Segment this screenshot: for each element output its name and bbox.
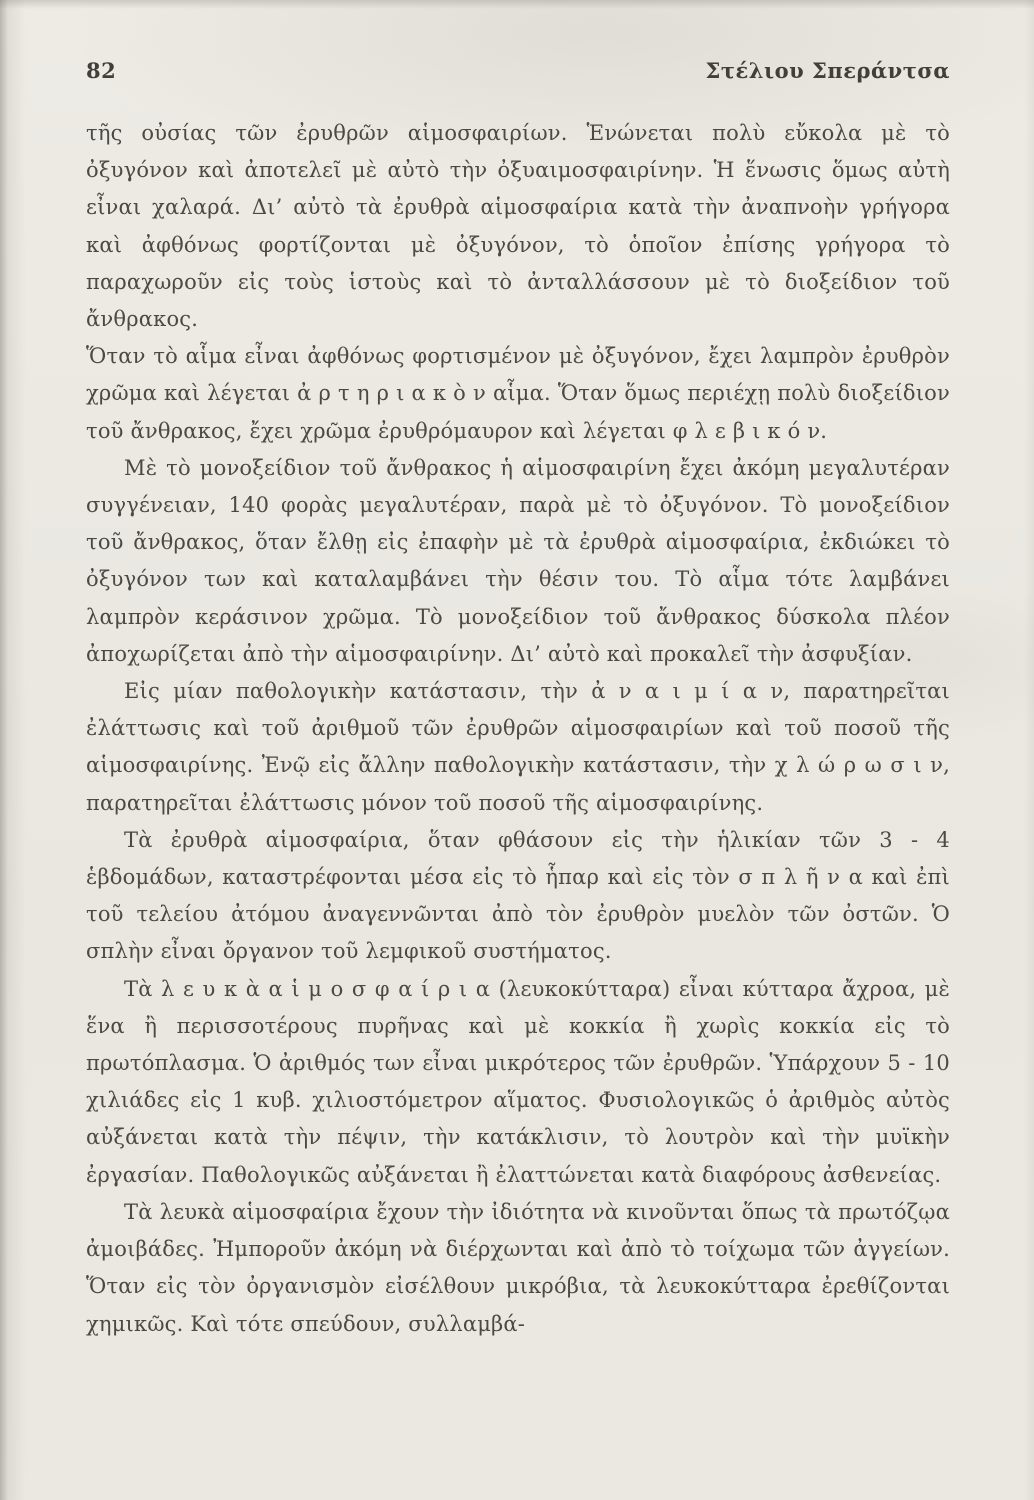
paragraph: Τὰ λευκὰ αἱμοσφαίρια ἔχουν τὴν ἰδιότητα νὰ κινοῦνται ὅπως τὰ πρωτόζῳα ἀμοιβάδες. Ἠμποροῦν ἀκόμη νὰ διέρχωνται καὶ ἀπὸ τὸ τοίχωμα τῶν ἀγγείων. Ὅταν εἰς τὸν ὀργανισμὸν εἰσέλθουν μικρόβια, τὰ λευκοκύτταρα ἐρεθίζονται χημικῶς. Καὶ τότε σπεύδουν, συλλαμβά- xyxy=(86,1199,950,1336)
running-title: Στέλιου Σπεράντσα xyxy=(705,58,950,83)
paragraph: Τὰ λ ε υ κ ὰ α ἱ μ ο σ φ α ί ρ ι α (λευκοκύτταρα) εἶναι κύτταρα ἄχροα, μὲ ἕνα ἢ περισσοτέρους πυρῆνας καὶ μὲ κοκκία ἢ χωρὶς κοκκία εἰς τὸ πρωτόπλασμα. Ὁ ἀριθμός των εἶναι μικρότερος τῶν ἐρυθρῶν. Ὑπάρχουν 5 - 10 χιλιάδες εἰς 1 κυβ. χιλιοστόμετρον αἵματος. Φυσιολογικῶς ὁ ἀριθμὸς αὐτὸς αὐξάνεται κατὰ τὴν πέψιν, τὴν κατάκλισιν, τὸ λουτρὸν καὶ τὴν μυϊκὴν ἐργασίαν. Παθολογικῶς αὐξάνεται ἢ ἐλαττώνεται κατὰ διαφόρους ἀσθενείας. xyxy=(86,976,950,1187)
paragraph: Ὅταν τὸ αἷμα εἶναι ἀφθόνως φορτισμένον μὲ ὀξυγόνον, ἔχει λαμπρὸν ἐρυθρὸν χρῶμα καὶ λέγεται ἀ ρ τ η ρ ι α κ ὸ ν αἷμα. Ὅταν ὅμως περιέχῃ πολὺ διοξείδιον τοῦ ἄνθρακος, ἔχει χρῶμα ἐρυθρόμαυρον καὶ λέγεται φ λ ε β ι κ ό ν. xyxy=(86,344,950,443)
paragraph: Εἰς μίαν παθολογικὴν κατάστασιν, τὴν ἀ ν α ι μ ί α ν, παρατηρεῖται ἐλάττωσις καὶ τοῦ ἀριθμοῦ τῶν ἐρυθρῶν αἱμοσφαιρίων καὶ τοῦ ποσοῦ τῆς αἱμοσφαιρίνης. Ἐνῷ εἰς ἄλλην παθολογικὴν κατάστασιν, τὴν χ λ ώ ρ ω σ ι ν, παρατηρεῖται ἐλάττωσις μόνον τοῦ ποσοῦ τῆς αἱμοσφαιρίνης. xyxy=(86,679,950,815)
paragraph: τῆς οὐσίας τῶν ἐρυθρῶν αἱμοσφαιρίων. Ἑνώνεται πολὺ εὔκολα μὲ τὸ ὀξυγόνον καὶ ἀποτελεῖ μὲ αὐτὸ τὴν ὀξυαιμοσφαιρίνην. Ἡ ἕνωσις ὅμως αὐτὴ εἶναι χαλαρά. Δι’ αὐτὸ τὰ ἐρυθρὰ αἱμοσφαίρια κατὰ τὴν ἀναπνοὴν γρήγορα καὶ ἀφθόνως φορτίζονται μὲ ὀξυγόνον, τὸ ὁποῖον ἐπίσης γρήγορα τὸ παραχωροῦν εἰς τοὺς ἱστοὺς καὶ τὸ ἀνταλλάσσουν μὲ τὸ διοξείδιον τοῦ ἄνθρακος. xyxy=(86,121,950,332)
paragraph: Τὰ ἐρυθρὰ αἱμοσφαίρια, ὅταν φθάσουν εἰς τὴν ἡλικίαν τῶν 3 - 4 ἑβδομάδων, καταστρέφονται μέσα εἰς τὸ ἧπαρ καὶ εἰς τὸν σ π λ ῆ ν α καὶ ἐπὶ τοῦ τελείου ἀτόμου ἀναγεννῶνται ἀπὸ τὸν ἐρυθρὸν μυελὸν τῶν ὀστῶν. Ὁ σπλὴν εἶναι ὄργανον τοῦ λεμφικοῦ συστήματος. xyxy=(86,827,950,964)
page-number: 82 xyxy=(86,58,117,83)
paragraph: Μὲ τὸ μονοξείδιον τοῦ ἄνθρακος ἡ αἱμοσφαιρίνη ἔχει ἀκόμη μεγαλυτέραν συγγένειαν, 140 φορὰς μεγαλυτέραν, παρὰ μὲ τὸ ὀξυγόνον. Τὸ μονοξείδιον τοῦ ἄνθρακος, ὅταν ἔλθῃ εἰς ἐπαφὴν μὲ τὰ ἐρυθρὰ αἱμοσφαίρια, ἐκδιώκει τὸ ὀξυγόνον των καὶ καταλαμβάνει τὴν θέσιν του. Τὸ αἷμα τότε λαμβάνει λαμπρὸν κεράσινον χρῶμα. Τὸ μονοξείδιον τοῦ ἄνθρακος δύσκολα πλέον ἀποχωρίζεται ἀπὸ τὴν αἱμοσφαιρίνην. Δι’ αὐτὸ καὶ προκαλεῖ τὴν ἀσφυξίαν. xyxy=(86,455,950,666)
page-header xyxy=(86,58,950,83)
page-body xyxy=(86,115,950,1343)
